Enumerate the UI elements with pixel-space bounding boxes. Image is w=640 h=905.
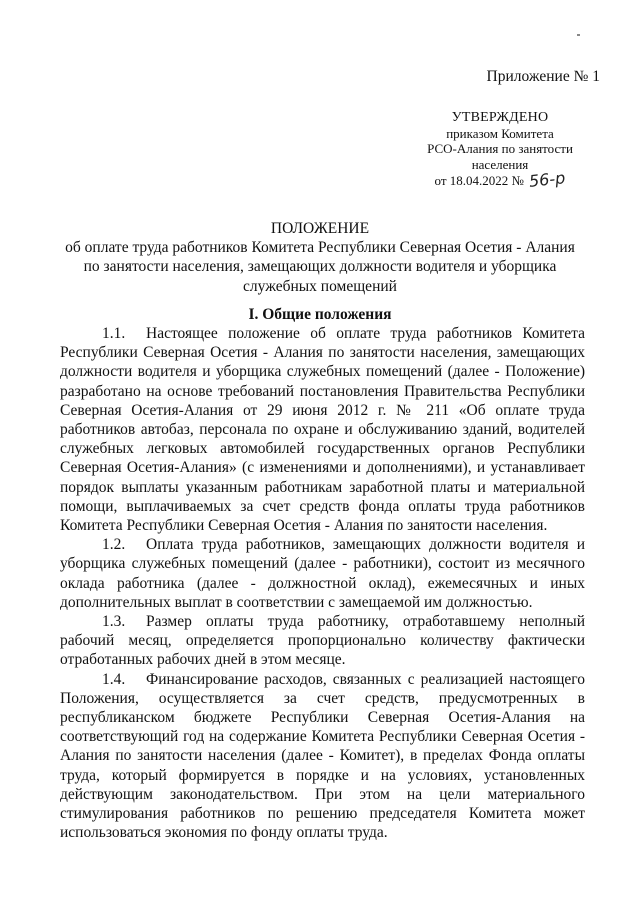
document-title — [60, 219, 580, 296]
paragraph-1-4 — [60, 670, 585, 843]
paragraph-text: Размер оплаты труда работнику, отработавшему неполный рабочий месяц, определяется пропорционально количеству фактически отработанных рабочих дней в этом месяце. — [60, 613, 585, 669]
paragraph-number: 1.3. — [102, 613, 126, 631]
order-by-label: приказом Комитета — [446, 125, 554, 141]
paragraph-number: 1.2. — [102, 536, 126, 554]
section-heading: I. Общие положения — [248, 306, 392, 323]
paragraph-text: Финансирование расходов, связанных с реализацией настоящего Положения, осуществляется за счет средств, предусмотренных в республиканском бюджете Республики Северная Осетия-Алания на соответствующий год на содержание Комитета Республики Северная Осетия - Алания по занятости населения (далее - Комитет), в пределах Фонда оплаты труда, который формируется в порядке и на условиях, установленных действующим законодательством. При этом на цели материального стимулирования работников по решению председателя Комитета может использоваться экономия по фонду оплаты труда. — [60, 670, 585, 842]
paragraph-number: 1.1. — [102, 325, 126, 342]
paragraph-1-2 — [60, 535, 585, 612]
section-body — [60, 324, 585, 842]
handwritten-order-number: 56-р — [528, 168, 567, 191]
title-word: ПОЛОЖЕНИЕ — [270, 220, 370, 237]
title-line-1: об оплате труда работников Комитета Республики Северная Осетия - Алания — [65, 239, 575, 257]
paragraph-1-3 — [60, 612, 585, 670]
approval-stamp-block — [400, 110, 600, 189]
annex-label: Приложение № 1 — [486, 68, 600, 85]
approved-label: УТВЕРЖДЕНО — [451, 110, 549, 125]
organization-line-2: населения — [471, 156, 529, 172]
order-date-prefix: от 18.04.2022 № — [434, 173, 524, 188]
scan-speck — [577, 34, 580, 36]
order-date-line — [400, 168, 600, 191]
organization-line-1: РСО-Алания по занятости — [427, 141, 573, 156]
title-line-3: служебных помещений — [243, 277, 397, 295]
title-line-2: по занятости населения, замещающих должности водителя и уборщика — [83, 258, 557, 276]
paragraph-number: 1.4. — [102, 670, 126, 688]
paragraph-text: Оплата труда работников, замещающих должности водителя и уборщика служебных помещений (далее - работники), состоит из месячного оклада работника (далее - должностной оклад), ежемесячных и иных дополнительных выплат в соответствии с замещаемой им должностью. — [60, 536, 585, 611]
paragraph-text: Настоящее положение об оплате труда работников Комитета Республики Северная Осетия - Алания по занятости населения, замещающих должности водителя и уборщика служебных помещений (далее - Положение) разработано на основе требований постановления Правительства Республики Северная Осетия-Алания от 29 июня 2012 г. № 211 «Об оплате труда работников автобаз, персонала по охране и обслуживанию зданий, водителей служебных легковых автомобилей государственных органов Республики Северная Осетия-Алания» (с изменениями и дополнениями), и устанавливает порядок выплаты указанным работникам заработной платы и материальной помощи, выплачиваемых за счет средств фонда оплаты труда работников Комитета Республики Северная Осетия - Алания по занятости населения. — [60, 325, 585, 535]
paragraph-1-1 — [60, 324, 585, 535]
